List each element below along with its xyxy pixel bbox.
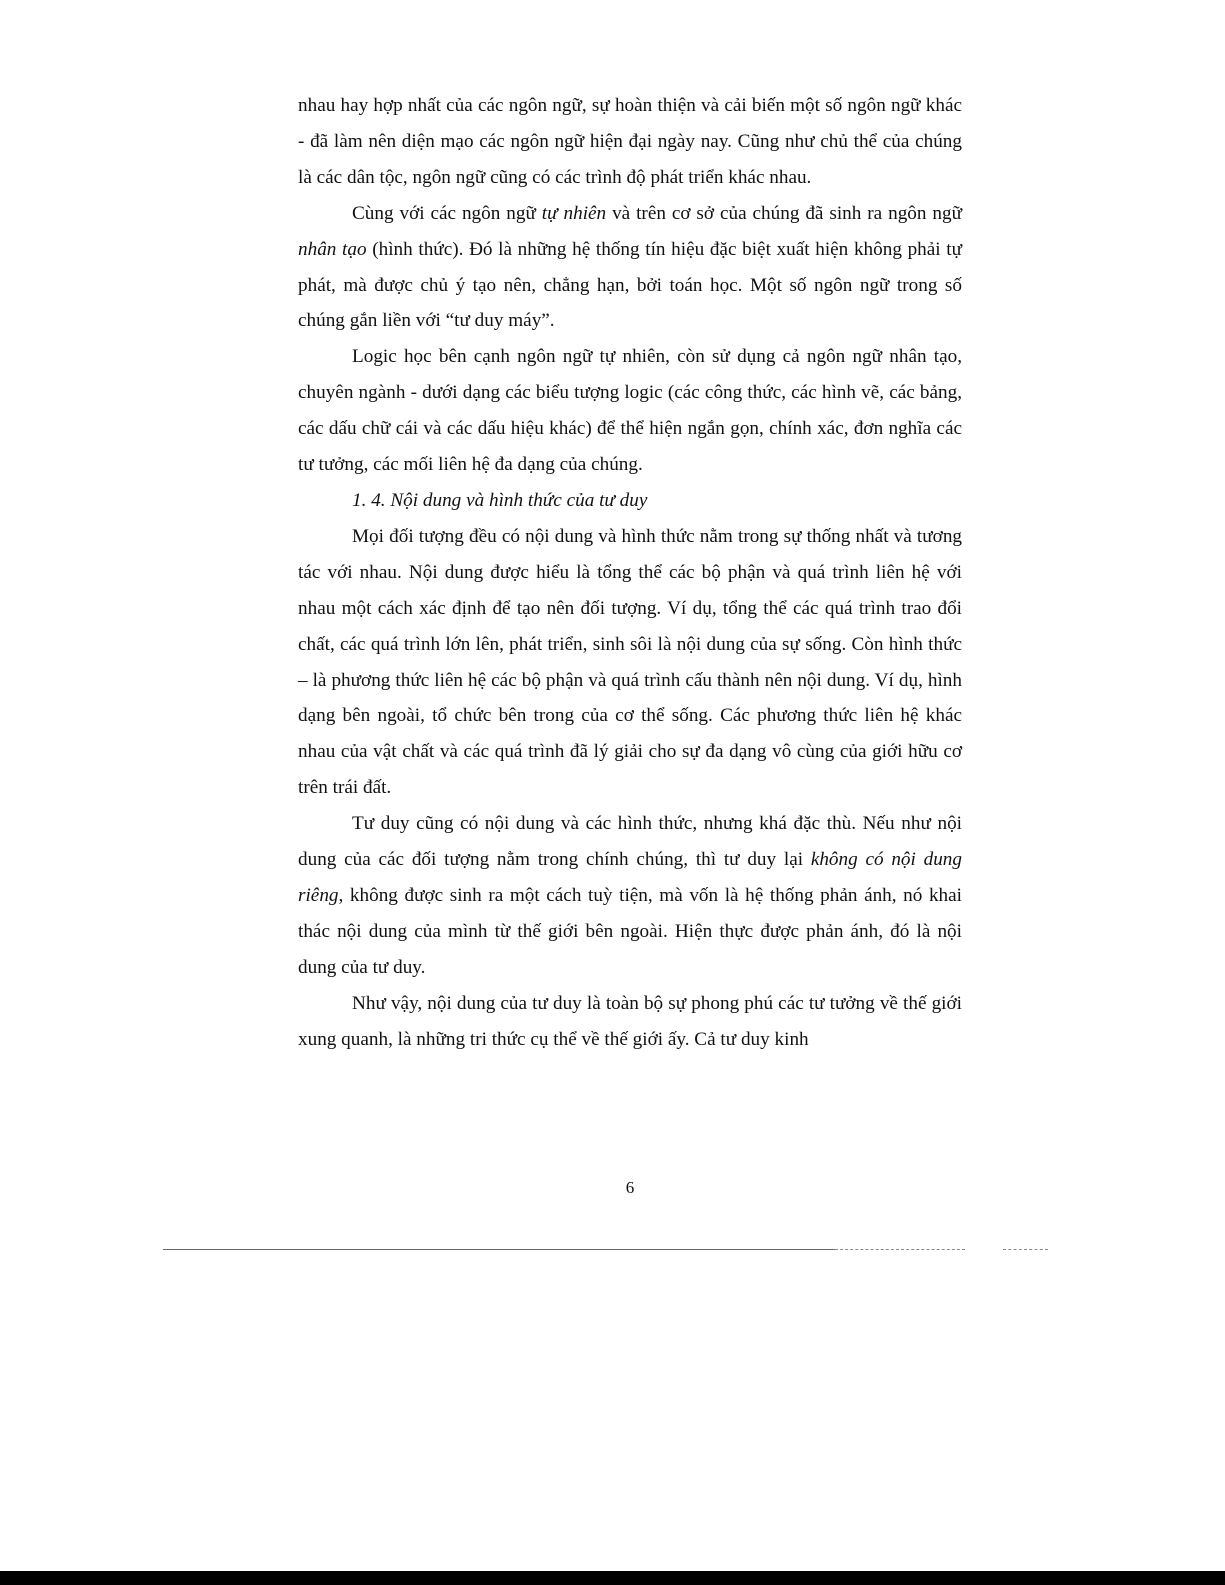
section-heading [298,483,962,519]
text-run: Mọi đối tượng đều có nội dung và hình thức nằm trong sự thống nhất và tương tác với nhau. Nội dung được hiểu là tổng thể các bộ phận và quá trình liên hệ với nhau một cách xác định để tạo nên đối tượng. Ví dụ, tổng thể các quá trình trao đổi chất, các quá trình lớn lên, phát triển, sinh sôi là nội dung của sự sống. Còn hình thức – là phương thức liên hệ các bộ phận và quá trình cấu thành nên nội dung. Ví dụ, hình dạng bên ngoài, tổ chức bên trong của cơ thể sống. Các phương thức liên hệ khác nhau của vật chất và các quá trình đã lý giải cho sự đa dạng vô cùng của giới hữu cơ trên trái đất. [298,525,962,799]
text-run: nhau hay hợp nhất của các ngôn ngữ, sự hoàn thiện và cải biến một số ngôn ngữ khác - đã làm nên diện mạo các ngôn ngữ hiện đại ngày nay. Cũng như chủ thể của chúng là các dân tộc, ngôn ngữ cũng có các trình độ phát triển khác nhau. [298,95,962,188]
text-run: (hình thức). Đó là những hệ thống tín hiệu đặc biệt xuất hiện không phải tự phát, mà được chủ ý tạo nên, chẳng hạn, bởi toán học. Một số ngôn ngữ trong số chúng gắn liền với “tư duy máy”. [298,238,962,332]
text-run: , không được sinh ra một cách tuỳ tiện, mà vốn là hệ thống phản ánh, nó khai thác nội dung của mình từ thế giới bên ngoài. Hiện thực được phản ánh, đó là nội dung của tư duy. [298,884,962,978]
text-run: và trên cơ sở của chúng đã sinh ra ngôn ngữ [606,202,962,224]
text-run: Như vậy, nội dung của tư duy là toàn bộ sự phong phú các tư tưởng về thế giới xung quanh, là những tri thức cụ thể về thế giới ấy. Cả tư duy kinh [298,992,962,1050]
body-text [298,88,962,1057]
text-run: Tư duy cũng có nội dung và các hình thức, nhưng khá đặc thù. Nếu như nội dung của các đối tượng nằm trong chính chúng, thì tư duy lại [298,813,962,871]
paragraph [298,88,962,196]
paragraph [298,519,962,806]
text-run: Logic học bên cạnh ngôn ngữ tự nhiên, còn sử dụng cả ngôn ngữ nhân tạo, chuyên ngành - dưới dạng các biểu tượng logic (các công thức, các hình vẽ, các bảng, các dấu chữ cái và các dấu hiệu khác) để thể hiện ngắn gọn, chính xác, đơn nghĩa các tư tưởng, các mối liên hệ đa dạng của chúng. [298,346,962,476]
paragraph [298,986,962,1058]
text-run: Cùng với các ngôn ngữ [352,202,542,224]
paragraph [298,339,962,483]
italic-term: tự nhiên [541,202,607,224]
paragraph [298,806,962,986]
italic-term: nhân tạo [298,238,367,260]
italic-term: không có nội dung riêng [298,849,962,906]
footer-rule [163,1249,835,1250]
paragraph [298,196,962,340]
footer-rule-tail [1003,1249,1048,1250]
scan-bottom-edge [0,1571,1225,1585]
footer-rule-tail [835,1249,965,1250]
page-number: 6 [625,1178,635,1197]
section-heading-text: 1. 4. Nội dung và hình thức của tư duy [352,489,648,511]
